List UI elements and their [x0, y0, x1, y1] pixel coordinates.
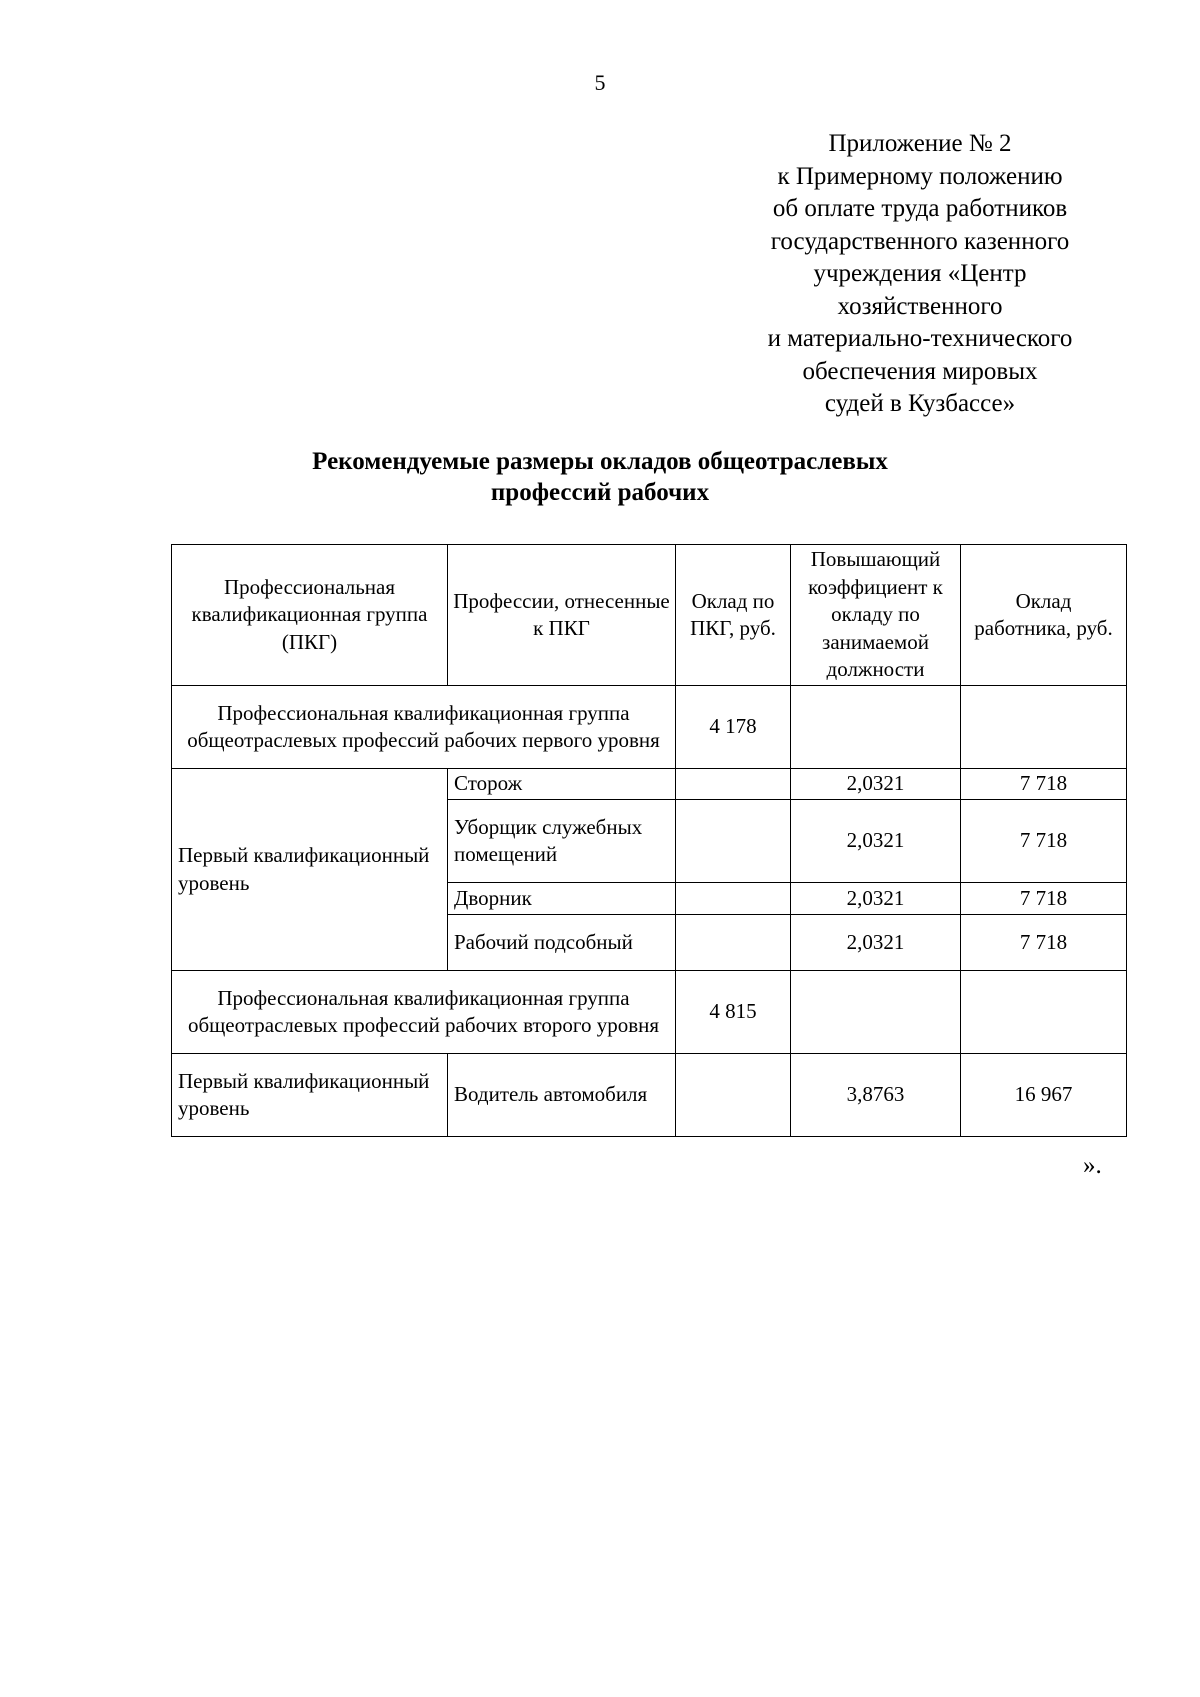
- empty-cell: [676, 1054, 791, 1137]
- group-name: Профессиональная квалификационная группа общеотраслевых профессий рабочих первого уровня: [172, 686, 676, 769]
- title-line: профессий рабочих: [490, 479, 710, 506]
- header-pkg: Профессиональная квалификационная группа (ПКГ): [172, 545, 448, 686]
- table-header-row: [172, 545, 1127, 686]
- qualification-level: Первый квалификационный уровень: [172, 1054, 448, 1137]
- group-name: Профессиональная квалификационная группа общеотраслевых профессий рабочих второго уровня: [172, 971, 676, 1054]
- worker-salary-cell: 7 718: [961, 915, 1127, 971]
- empty-cell: [961, 686, 1127, 769]
- empty-cell: [676, 915, 791, 971]
- appendix-line: Приложение № 2: [828, 130, 1012, 157]
- appendix-header: [720, 128, 1120, 421]
- header-professions: Профессии, отнесенные к ПКГ: [448, 545, 676, 686]
- coefficient-cell: 2,0321: [791, 883, 961, 915]
- group-row: [172, 686, 1127, 769]
- header-worker-salary: Оклад работника, руб.: [961, 545, 1127, 686]
- profession-cell: Водитель автомобиля: [448, 1054, 676, 1137]
- salary-table: [171, 544, 1127, 1137]
- profession-cell: Сторож: [448, 769, 676, 800]
- qualification-level: Первый квалификационный уровень: [172, 769, 448, 971]
- appendix-line: к Примерному положению: [777, 162, 1063, 190]
- coefficient-cell: 2,0321: [791, 769, 961, 800]
- closing-quote-mark: ».: [1083, 1152, 1102, 1179]
- header-coefficient: Повышающий коэффициент к окладу по занимаемой должности: [791, 545, 961, 686]
- empty-cell: [791, 686, 961, 769]
- empty-cell: [676, 800, 791, 883]
- appendix-line: и материально-технического: [767, 325, 1073, 352]
- profession-cell: Уборщик служебных помещений: [448, 800, 676, 883]
- worker-salary-cell: 16 967: [961, 1054, 1127, 1137]
- empty-cell: [676, 769, 791, 800]
- appendix-line: учреждения «Центр: [813, 260, 1027, 287]
- header-pkg-salary: Оклад по ПКГ, руб.: [676, 545, 791, 686]
- appendix-line: судей в Кузбассе»: [824, 390, 1016, 417]
- title-line: Рекомендуемые размеры окладов общеотраслевых: [312, 448, 888, 475]
- worker-salary-cell: 7 718: [961, 883, 1127, 915]
- profession-cell: Дворник: [448, 883, 676, 915]
- page-number: 5: [594, 70, 606, 95]
- coefficient-cell: 3,8763: [791, 1054, 961, 1137]
- document-title: [100, 446, 1100, 508]
- empty-cell: [676, 883, 791, 915]
- worker-salary-cell: 7 718: [961, 800, 1127, 883]
- group-salary: 4 815: [676, 971, 791, 1054]
- table-row: [172, 1054, 1127, 1137]
- empty-cell: [791, 971, 961, 1054]
- empty-cell: [961, 971, 1127, 1054]
- table-row: [172, 769, 1127, 800]
- group-salary: 4 178: [676, 686, 791, 769]
- appendix-line: хозяйственного: [837, 292, 1003, 320]
- appendix-line: об оплате труда работников: [772, 195, 1068, 222]
- group-row: [172, 971, 1127, 1054]
- profession-cell: Рабочий подсобный: [448, 915, 676, 971]
- appendix-line: обеспечения мировых: [802, 357, 1038, 385]
- coefficient-cell: 2,0321: [791, 800, 961, 883]
- coefficient-cell: 2,0321: [791, 915, 961, 971]
- appendix-line: государственного казенного: [770, 227, 1070, 255]
- worker-salary-cell: 7 718: [961, 769, 1127, 800]
